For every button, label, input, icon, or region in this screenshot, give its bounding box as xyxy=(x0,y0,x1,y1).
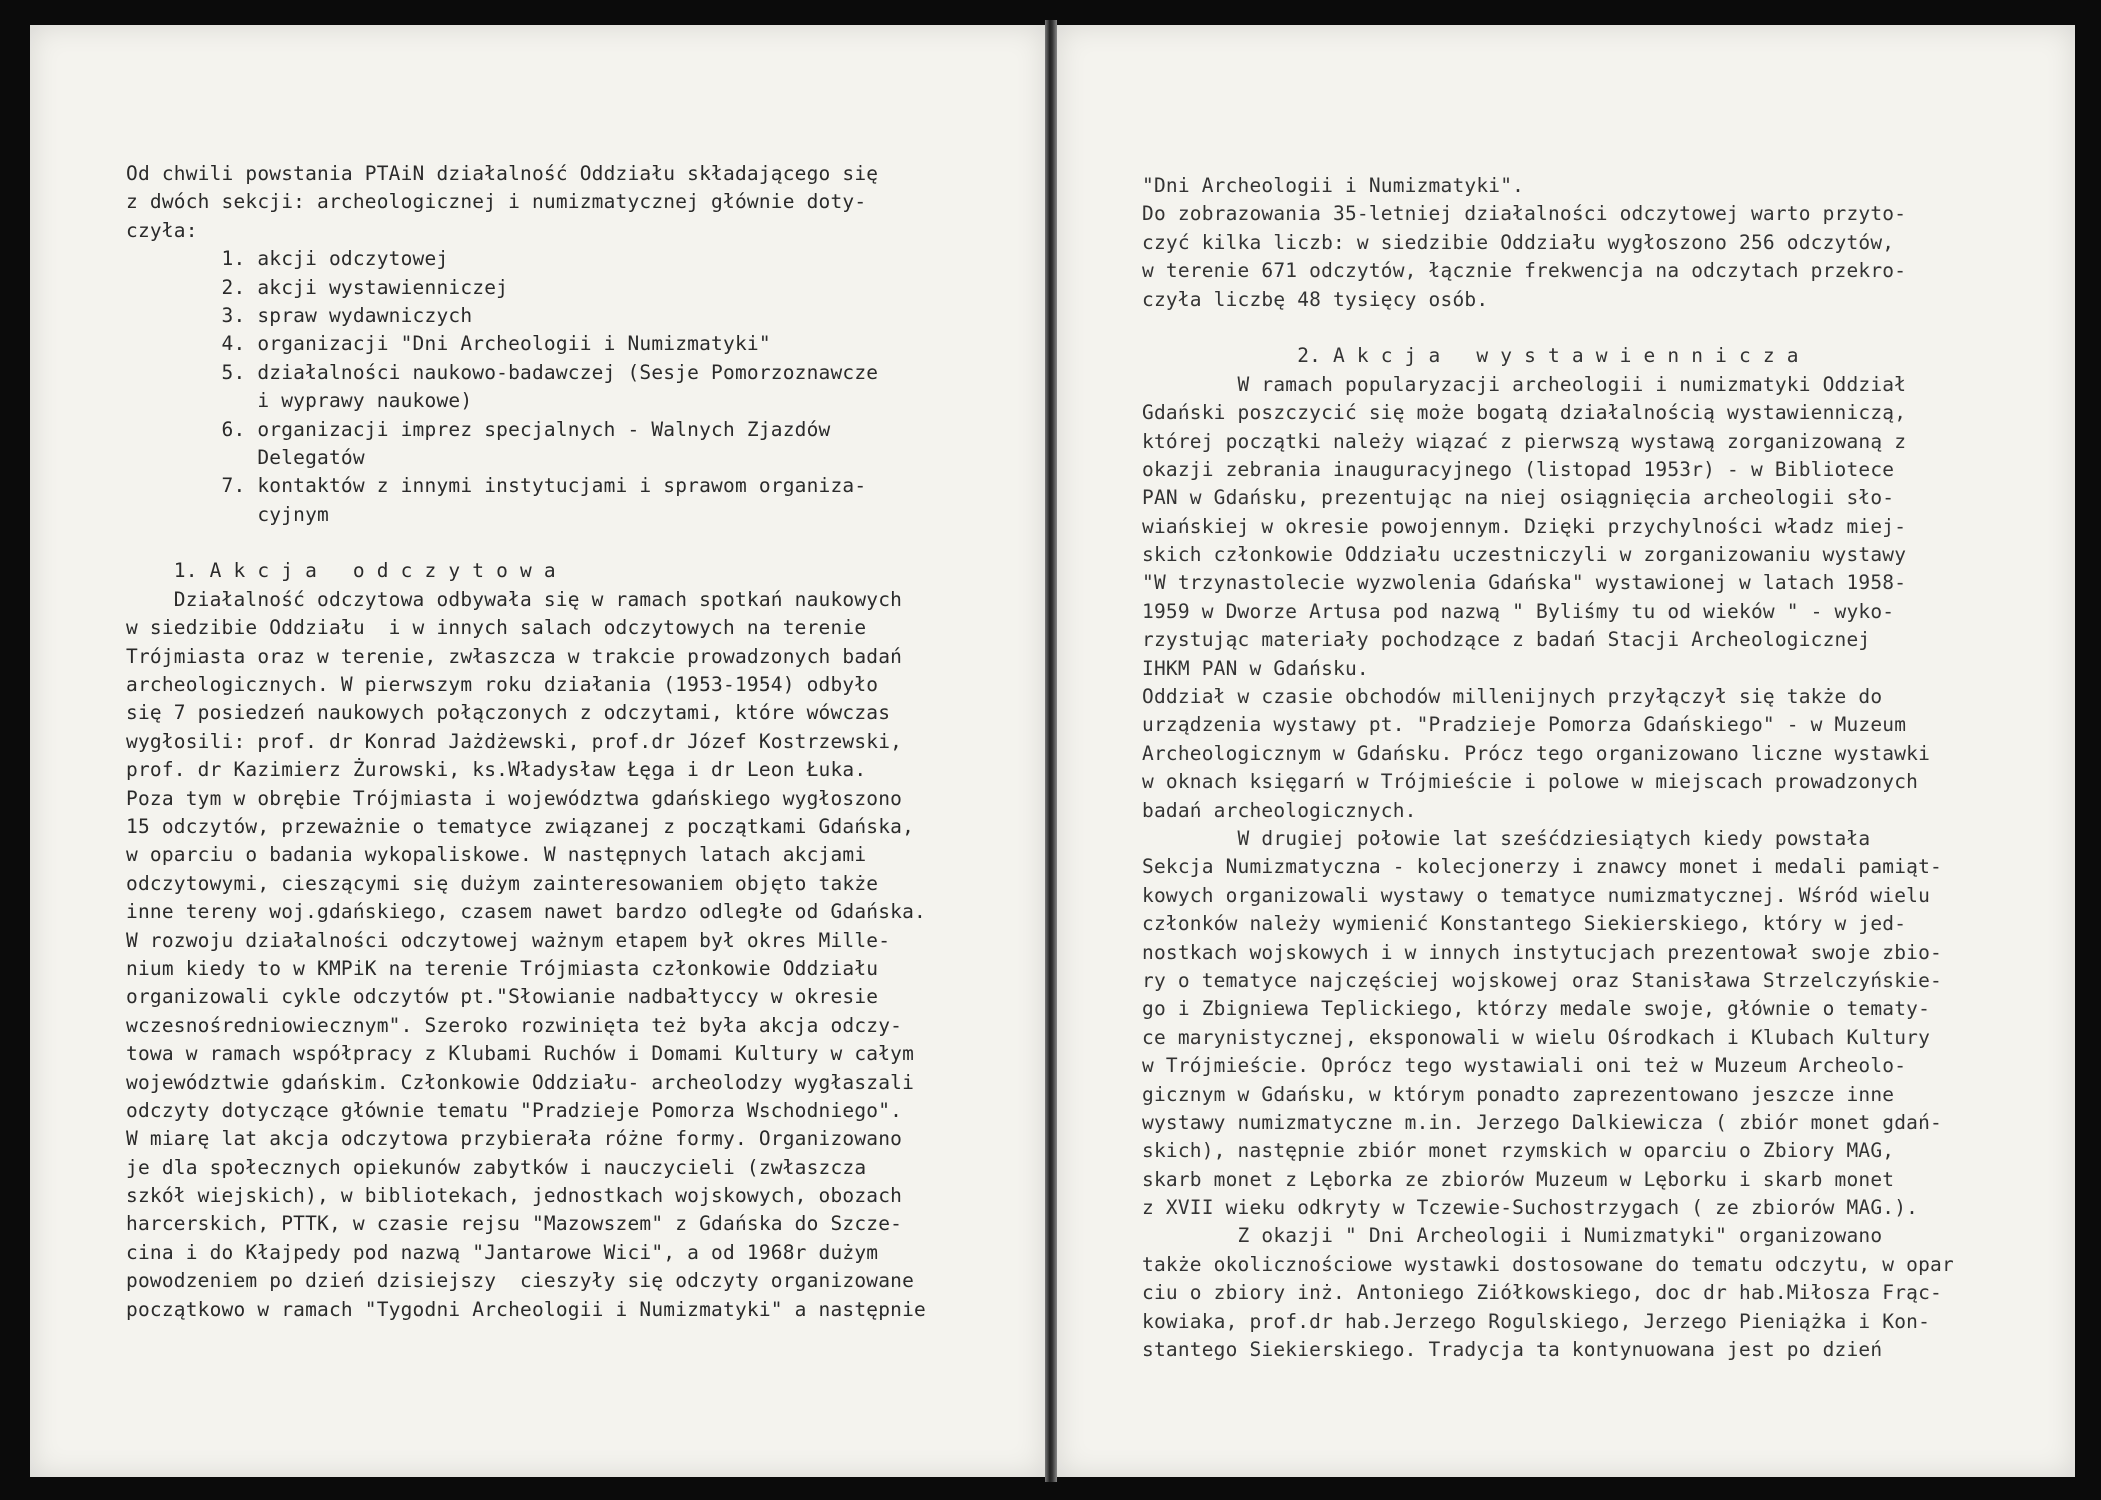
text-line: W miarę lat akcja odczytowa przybierała różne formy. Organizowano xyxy=(126,1127,903,1151)
text-line: rzystując materiały pochodzące z badań Stacji Archeologicznej xyxy=(1142,628,1871,652)
text-line: prof. dr Kazimierz Żurowski, ks.Władysław Łęga i dr Leon Łuka. xyxy=(126,758,867,782)
text-line: "Dni Archeologii i Numizmatyki". xyxy=(1142,174,1525,197)
text-line: Delegatów xyxy=(126,445,365,469)
text-line: skich członkowie Oddziału uczestniczyli w zorganizowaniu wystawy xyxy=(1142,543,1907,567)
text-line xyxy=(126,529,926,557)
text-line: 4. organizacji "Dni Archeologii i Numizmatyki" xyxy=(126,332,771,356)
text-line: Oddział w czasie obchodów millenijnych przyłączył się także do xyxy=(1142,685,1883,709)
text-line: wygłosili: prof. dr Konrad Jażdżewski, prof.dr Józef Kostrzewski, xyxy=(126,729,903,753)
text-line: 7. kontaktów z innymi instytucjami i sprawom organiza- xyxy=(126,474,867,498)
text-line: organizowali cykle odczytów pt."Słowianie nadbałtyccy w okresie xyxy=(126,985,879,1009)
text-line: 3. spraw wydawniczych xyxy=(126,303,473,327)
text-line: je dla społecznych opiekunów zabytków i nauczycieli (zwłaszcza xyxy=(126,1155,867,1179)
text-line: szkół wiejskich), w bibliotekach, jednostkach wojskowych, obozach xyxy=(126,1184,903,1208)
text-line: go i Zbigniewa Teplickiego, którzy medale swoje, głównie o tematy- xyxy=(1142,997,1931,1021)
text-line: 1959 w Dworze Artusa pod nazwą " Byliśmy tu od wieków " - wyko- xyxy=(1142,599,1895,623)
text-line: odczytowymi, cieszącymi się dużym zainteresowaniem objęto także xyxy=(126,871,879,895)
text-line: nostkach wojskowych i w innych instytucjach prezentował swoje zbio- xyxy=(1142,940,1942,964)
text-line: Działalność odczytowa odbywała się w ramach spotkań naukowych xyxy=(126,587,903,611)
text-line: W drugiej połowie lat sześćdziesiątych kiedy powstała xyxy=(1142,826,1871,850)
text-line: odczyty dotyczące głównie tematu "Pradzieje Pomorza Wschodniego". xyxy=(126,1098,903,1122)
text-line: cina i do Kłajpedy pod nazwą "Jantarowe Wici", a od 1968r dużym xyxy=(126,1240,879,1264)
text-line: w terenie 671 odczytów, łącznie frekwencja na odczytach przekro- xyxy=(1142,259,1907,283)
text-line: "W trzynastolecie wyzwolenia Gdańska" wystawionej w latach 1958- xyxy=(1142,571,1907,595)
text-line: także okolicznościowe wystawki dostosowane do tematu odczytu, w opar xyxy=(1142,1252,1954,1276)
text-line: urządzenia wystawy pt. "Pradzieje Pomorza Gdańskiego" - w Muzeum xyxy=(1142,713,1907,737)
text-line: się 7 posiedzeń naukowych połączonych z odczytami, które wówczas xyxy=(126,701,891,725)
text-line: 1. A k c j a o d c z y t o w a xyxy=(126,559,556,583)
text-line: inne tereny woj.gdańskiego, czasem nawet bardzo odległe od Gdańska. xyxy=(126,900,926,924)
text-line: Trójmiasta oraz w terenie, zwłaszcza w trakcie prowadzonych badań xyxy=(126,644,903,668)
text-line: W ramach popularyzacji archeologii i numizmatyki Oddział xyxy=(1142,372,1907,396)
text-line: 15 odczytów, przeważnie o tematyce związanej z początkami Gdańska, xyxy=(126,814,915,838)
text-line: Od chwili powstania PTAiN działalność Oddziału składającego się xyxy=(126,162,879,185)
text-line: skich), następnie zbiór monet rzymskich w oparciu o Zbiory MAG, xyxy=(1142,1139,1895,1163)
text-line: Archeologicznym w Gdańsku. Prócz tego organizowano liczne wystawki xyxy=(1142,741,1931,765)
book-gutter xyxy=(1045,20,1057,1482)
text-line: województwie gdańskim. Członkowie Oddziału- archeolodzy wygłaszali xyxy=(126,1070,915,1094)
text-line: PAN w Gdańsku, prezentując na niej osiągnięcia archeologii sło- xyxy=(1142,486,1895,510)
text-line: wczesnośredniowiecznym". Szeroko rozwinięta też była akcja odczy- xyxy=(126,1013,903,1037)
text-line: kowych organizowali wystawy o tematyce numizmatycznej. Wśród wielu xyxy=(1142,883,1931,907)
text-line: początkowo w ramach "Tygodni Archeologii i Numizmatyki" a następnie xyxy=(126,1297,926,1321)
text-line: ce marynistycznej, eksponowali w wielu Ośrodkach i Klubach Kultury xyxy=(1142,1025,1931,1049)
text-line: cyjnym xyxy=(126,502,329,526)
text-line: 5. działalności naukowo-badawczej (Sesje Pomorzoznawcze xyxy=(126,360,879,384)
text-line: Z okazji " Dni Archeologii i Numizmatyki" organizowano xyxy=(1142,1224,1883,1248)
text-line: w siedzibie Oddziału i w innych salach odczytowych na terenie xyxy=(126,616,867,640)
text-line: Gdański poszczycić się może bogatą działalnością wystawienniczą, xyxy=(1142,401,1907,425)
text-line: W rozwoju działalności odczytowej ważnym etapem był okres Mille- xyxy=(126,928,891,952)
text-line: z XVII wieku odkryty w Tczewie-Suchostrzygach ( ze zbiorów MAG.). xyxy=(1142,1196,1919,1220)
text-line: harcerskich, PTTK, w czasie rejsu "Mazowszem" z Gdańska do Szcze- xyxy=(126,1212,903,1236)
text-line: nium kiedy to w KMPiK na terenie Trójmiasta członkowie Oddziału xyxy=(126,956,879,980)
text-line: stantego Siekierskiego. Tradycja ta kontynuowana jest po dzień xyxy=(1142,1338,1883,1362)
text-line: 2. A k c j a w y s t a w i e n n i c z a xyxy=(1142,344,1799,368)
text-line: IHKM PAN w Gdańsku. xyxy=(1142,656,1369,680)
left-page-text xyxy=(126,160,926,1324)
text-line: której początki należy wiązać z pierwszą wystawą zorganizowaną z xyxy=(1142,429,1907,453)
text-line: ry o tematyce najczęściej wojskowej oraz Stanisława Strzelczyńskie- xyxy=(1142,968,1942,992)
text-line: i wyprawy naukowe) xyxy=(126,389,473,413)
text-line: Do zobrazowania 35-letniej działalności odczytowej warto przyto- xyxy=(1142,202,1907,226)
text-line: towa w ramach współpracy z Klubami Ruchów i Domami Kultury w całym xyxy=(126,1042,915,1066)
text-line: w Trójmieście. Oprócz tego wystawiali oni też w Muzeum Archeolo- xyxy=(1142,1054,1907,1078)
right-page-text xyxy=(1142,172,1954,1364)
text-line: badań archeologicznych. xyxy=(1142,798,1417,822)
text-line xyxy=(1142,314,1954,342)
text-line: w oknach księgarń w Trójmieście i polowe w miejscach prowadzonych xyxy=(1142,770,1919,794)
text-line: członków należy wymienić Konstantego Siekierskiego, który w jed- xyxy=(1142,912,1907,936)
text-line: czyć kilka liczb: w siedzibie Oddziału wygłoszono 256 odczytów, xyxy=(1142,230,1895,254)
text-line: z dwóch sekcji: archeologicznej i numizmatycznej głównie doty- xyxy=(126,190,867,214)
text-line: ciu o zbiory inż. Antoniego Ziółkowskiego, doc dr hab.Miłosza Frąc- xyxy=(1142,1281,1942,1305)
text-line: kowiaka, prof.dr hab.Jerzego Rogulskiego, Jerzego Pieniążka i Kon- xyxy=(1142,1309,1931,1333)
text-line: wiańskiej w okresie powojennym. Dzięki przychylności władz miej- xyxy=(1142,514,1907,538)
text-line: 1. akcji odczytowej xyxy=(126,247,449,271)
text-line: w oparciu o badania wykopaliskowe. W następnych latach akcjami xyxy=(126,843,867,867)
text-line: archeologicznych. W pierwszym roku działania (1953-1954) odbyło xyxy=(126,673,879,697)
text-line: okazji zebrania inauguracyjnego (listopad 1953r) - w Bibliotece xyxy=(1142,457,1895,481)
text-line: gicznym w Gdańsku, w którym ponadto zaprezentowano jeszcze inne xyxy=(1142,1082,1895,1106)
text-line: 2. akcji wystawienniczej xyxy=(126,275,509,299)
text-line: 6. organizacji imprez specjalnych - Walnych Zjazdów xyxy=(126,417,831,441)
text-line: Sekcja Numizmatyczna - kolecjonerzy i znawcy monet i medali pamiąt- xyxy=(1142,855,1942,879)
text-line: powodzeniem po dzień dzisiejszy cieszyły się odczyty organizowane xyxy=(126,1269,915,1293)
text-line: czyła liczbę 48 tysięcy osób. xyxy=(1142,287,1489,311)
text-line: skarb monet z Lęborka ze zbiorów Muzeum w Lęborku i skarb monet xyxy=(1142,1167,1895,1191)
text-line: wystawy numizmatyczne m.in. Jerzego Dalkiewicza ( zbiór monet gdań- xyxy=(1142,1110,1942,1134)
text-line: czyła: xyxy=(126,218,198,242)
text-line: Poza tym w obrębie Trójmiasta i województwa gdańskiego wygłoszono xyxy=(126,786,903,810)
